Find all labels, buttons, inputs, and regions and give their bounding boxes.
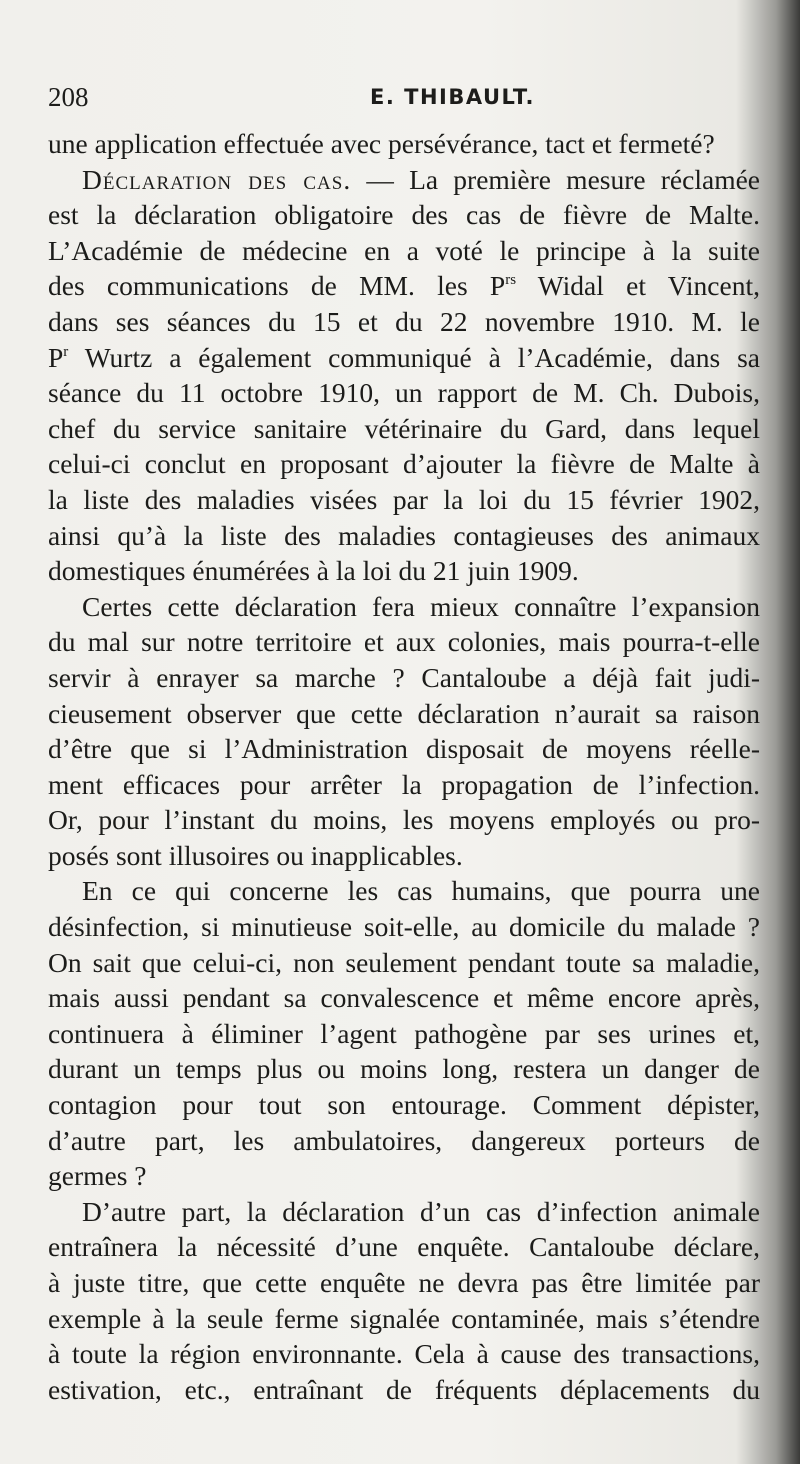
text-line: D’autre part, la déclaration d’un cas d’infection animale — [82, 1195, 760, 1227]
text-line — [48, 162, 760, 198]
text-fragment: des communications de MM. les P — [48, 270, 506, 302]
superscript: rs — [505, 272, 517, 289]
body-text — [48, 126, 760, 1407]
text-line: d’autre part, les ambulatoires, dangereux porteurs de — [48, 1124, 760, 1156]
text-line: chef du service sanitaire vétérinaire du Gard, dans lequel — [48, 412, 760, 444]
text-fragment: Widal et Vincent, — [516, 270, 760, 302]
text-fragment: — La première mesure réclamée — [351, 163, 760, 195]
paragraph-declaration — [48, 162, 760, 589]
text-line: une application effectuée avec persévérance, tact et fermeté? — [48, 128, 715, 159]
text-fragment: P — [48, 341, 64, 373]
superscript: r — [63, 343, 69, 360]
text-line: à juste titre, que cette enquête ne devra pas être limitée par — [48, 1267, 760, 1298]
text-line: Or, pour l’instant du moins, les moyens employés ou pro- — [48, 804, 760, 836]
paragraph-infection-animale — [48, 1194, 760, 1408]
page-header — [48, 82, 748, 122]
text-line: est la déclaration obligatoire des cas de fièvre de Malte. — [48, 199, 760, 231]
text-line: celui-ci conclut en proposant d’ajouter la fièvre de Malte à — [48, 448, 760, 480]
text-line: germes ? — [48, 1160, 147, 1192]
paragraph-cas-humains — [48, 873, 760, 1193]
text-line: entraînera la nécessité d’une enquête. Cantaloube déclare, — [48, 1231, 760, 1263]
text-line: ment efficaces pour arrêter la propagation de l’infection. — [48, 768, 760, 800]
text-line: séance du 11 octobre 1910, un rapport de M. Ch. Dubois, — [48, 377, 760, 409]
text-line: la liste des maladies visées par la loi du 15 février 1902, — [48, 483, 760, 515]
text-line: estivation, etc., entraînant de fréquents déplacements du — [48, 1373, 760, 1405]
text-line: exemple à la seule ferme signalée contaminée, mais s’étendre — [48, 1302, 760, 1334]
paragraph-continuation — [48, 126, 760, 162]
text-fragment: Wurtz a également communiqué à l’Académie, dans sa — [68, 341, 760, 373]
text-line: contagion pour tout son entourage. Comment dépister, — [48, 1089, 760, 1121]
text-line: dans ses séances du 15 et du 22 novembre 1910. M. le — [48, 305, 760, 337]
text-line: domestiques énumérées à la loi du 21 juin 1909. — [48, 555, 579, 587]
text-line: continuera à éliminer l’agent pathogène par ses urines et, — [48, 1017, 760, 1049]
text-line — [48, 268, 760, 304]
page-number: 208 — [48, 82, 89, 112]
text-line: L’Académie de médecine en a voté le principe à la suite — [48, 234, 760, 266]
text-line: mais aussi pendant sa convalescence et même encore après, — [48, 982, 760, 1014]
text-line: servir à enrayer sa marche ? Cantaloube a déjà fait judi- — [48, 661, 760, 693]
text-line: En ce qui concerne les cas humains, que pourra une — [82, 875, 760, 907]
text-line: désinfection, si minutieuse soit-elle, au domicile du malade ? — [48, 911, 760, 943]
text-line: du mal sur notre territoire et aux colonies, mais pourra-t-elle — [48, 626, 760, 658]
running-title: E. THIBAULT. — [370, 85, 536, 109]
paragraph-certes — [48, 589, 760, 874]
text-line: Certes cette déclaration fera mieux connaître l’expansion — [82, 590, 760, 622]
text-line: d’être que si l’Administration disposait de moyens réelle- — [48, 733, 760, 765]
text-line: On sait que celui-ci, non seulement pendant toute sa maladie, — [48, 946, 760, 978]
text-line: durant un temps plus ou moins long, restera un danger de — [48, 1053, 760, 1085]
text-line: à toute la région environnante. Cela à cause des transactions, — [48, 1338, 760, 1370]
text-line: ainsi qu’à la liste des maladies contagieuses des animaux — [48, 519, 760, 551]
text-line — [48, 340, 760, 376]
section-heading: Déclaration des cas. — [82, 163, 352, 195]
text-line: cieusement observer que cette déclaration n’aurait sa raison — [48, 697, 760, 729]
text-line: posés sont illusoires ou inapplicables. — [48, 839, 463, 871]
